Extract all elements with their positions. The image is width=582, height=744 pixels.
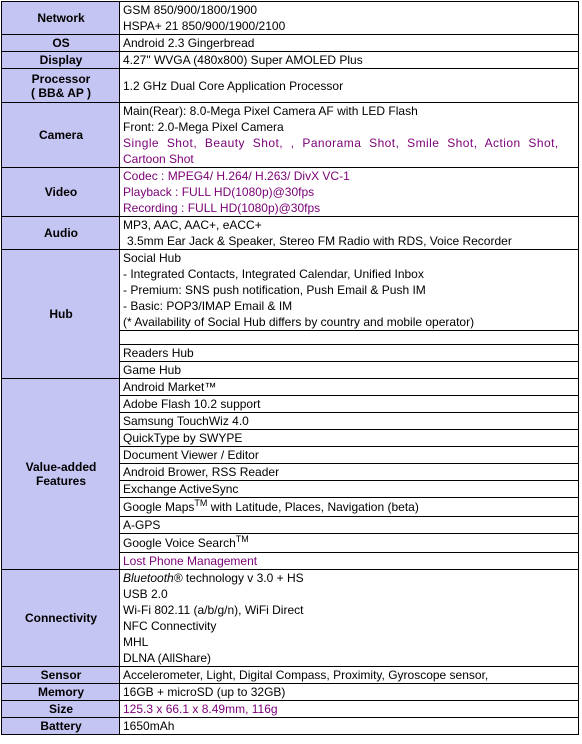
size-text: 125.3 x 66.1 x 8.49mm, 116g <box>123 702 278 716</box>
hub-social-note: (* Availability of Social Hub differs by country and mobile operator) <box>123 315 475 329</box>
hub-social-premium: - Premium: SNS push notification, Push Email & Push IM <box>123 283 426 297</box>
vaf-agps: A-GPS <box>123 518 161 532</box>
conn-nfc: NFC Connectivity <box>123 619 217 633</box>
value-hub-social <box>120 250 579 331</box>
sensor-text: Accelerometer, Light, Digital Compass, Proximity, Gyroscope sensor, <box>123 668 489 682</box>
network-gsm: GSM 850/900/1800/1900 <box>123 3 258 17</box>
network-hspa: HSPA+ 21 850/900/1900/2100 <box>123 19 286 33</box>
camera-modes: Single Shot, Beauty Shot, , Panorama Shot, Smile Shot, Action Shot, <box>123 136 559 150</box>
conn-bluetooth-brand: Bluetooth® <box>123 571 183 585</box>
value-memory <box>120 684 579 701</box>
conn-usb: USB 2.0 <box>123 587 168 601</box>
row-network <box>2 2 579 35</box>
vaf-exchange: Exchange ActiveSync <box>123 482 239 496</box>
value-audio <box>120 217 579 250</box>
vaf-maps-tm: TM <box>194 498 208 508</box>
vaf-maps <box>123 498 576 516</box>
value-hub-game <box>120 362 579 379</box>
os-text: Android 2.3 Gingerbread <box>123 36 255 50</box>
value-sensor <box>120 667 579 684</box>
vaf-voice-tm: TM <box>235 534 249 544</box>
conn-dlna: DLNA (AllShare) <box>123 651 212 665</box>
value-hub-readers <box>120 345 579 362</box>
row-size <box>2 701 579 718</box>
label-video: Video <box>2 168 120 217</box>
vaf-touchwiz: Samsung TouchWiz 4.0 <box>123 414 249 428</box>
vaf-market <box>123 379 576 395</box>
hub-readers: Readers Hub <box>123 346 194 360</box>
vaf-maps-name: Google Maps <box>123 500 195 514</box>
conn-bluetooth-version: technology v 3.0 + HS <box>182 571 304 585</box>
label-display: Display <box>2 52 120 69</box>
value-vaf-agps <box>120 517 579 534</box>
processor-text: 1.2 GHz Dual Core Application Processor <box>123 78 344 93</box>
label-memory: Memory <box>2 684 120 701</box>
display-text: 4.27" WVGA (480x800) Super AMOLED Plus <box>123 53 363 67</box>
hub-social-title: Social Hub <box>123 251 182 265</box>
value-network <box>120 2 579 35</box>
row-camera <box>2 103 579 168</box>
hub-social-basic: - Basic: POP3/IMAP Email & IM <box>123 299 293 313</box>
audio-formats: MP3, AAC, AAC+, eACC+ <box>123 218 262 232</box>
label-processor-line1: Processor <box>31 71 91 86</box>
vaf-docviewer: Document Viewer / Editor <box>123 448 259 462</box>
row-hub-social <box>2 250 579 331</box>
value-vaf-exchange <box>120 481 579 498</box>
value-video <box>120 168 579 217</box>
label-network: Network <box>2 2 120 35</box>
row-sensor <box>2 667 579 684</box>
value-vaf-flash <box>120 396 579 413</box>
label-connectivity: Connectivity <box>2 570 120 667</box>
video-recording: Recording : FULL HD(1080p)@30fps <box>123 201 321 215</box>
value-vaf-lost <box>120 553 579 570</box>
row-audio <box>2 217 579 250</box>
value-battery <box>120 718 579 735</box>
label-processor-line2: ( BB& AP ) <box>31 85 91 100</box>
value-vaf-quicktype <box>120 430 579 447</box>
vaf-quicktype: QuickType by SWYPE <box>123 431 243 445</box>
camera-main: Main(Rear): 8.0-Mega Pixel Camera AF with LED Flash <box>123 104 418 118</box>
value-vaf-browser <box>120 464 579 481</box>
vaf-market-text: Android Market <box>123 380 205 394</box>
label-camera: Camera <box>2 103 120 168</box>
row-battery <box>2 718 579 735</box>
value-vaf-touchwiz <box>120 413 579 430</box>
label-size: Size <box>2 701 120 718</box>
value-size <box>120 701 579 718</box>
label-os: OS <box>2 35 120 52</box>
spec-table <box>1 1 579 735</box>
value-vaf-voice <box>120 534 579 553</box>
label-hub: Hub <box>2 250 120 379</box>
row-os <box>2 35 579 52</box>
hub-social-integrated: - Integrated Contacts, Integrated Calendar, Unified Inbox <box>123 267 424 281</box>
value-vaf-maps <box>120 498 579 517</box>
audio-features: 3.5mm Ear Jack & Speaker, Stereo FM Radio with RDS, Voice Recorder <box>127 234 512 248</box>
conn-mhl: MHL <box>123 635 149 649</box>
vaf-lost: Lost Phone Management <box>123 554 258 568</box>
vaf-voice <box>123 534 576 552</box>
row-memory <box>2 684 579 701</box>
video-codec: Codec : MPEG4/ H.264/ H.263/ DivX VC-1 <box>123 169 350 183</box>
vaf-voice-name: Google Voice Search <box>123 536 236 550</box>
memory-text: 16GB + microSD (up to 32GB) <box>123 685 286 699</box>
vaf-browser: Android Brower, RSS Reader <box>123 465 280 479</box>
label-value-added-line2: Features <box>35 474 87 488</box>
value-os <box>120 35 579 52</box>
label-sensor: Sensor <box>2 667 120 684</box>
row-video <box>2 168 579 217</box>
value-display <box>120 52 579 69</box>
label-value-added-line1: Value-added <box>25 460 97 474</box>
value-vaf-docviewer <box>120 447 579 464</box>
row-processor <box>2 69 579 103</box>
hub-empty-cell <box>120 331 579 345</box>
camera-modes-2: Cartoon Shot <box>123 152 194 166</box>
vaf-flash: Adobe Flash 10.2 support <box>123 397 261 411</box>
video-playback: Playback : FULL HD(1080p)@30fps <box>123 185 315 199</box>
conn-wifi: Wi-Fi 802.11 (a/b/g/n), WiFi Direct <box>123 603 304 617</box>
value-processor <box>120 69 579 103</box>
value-connectivity <box>120 570 579 667</box>
value-camera <box>120 103 579 168</box>
vaf-maps-details: with Latitude, Places, Navigation (beta) <box>207 500 419 514</box>
camera-front: Front: 2.0-Mega Pixel Camera <box>123 120 284 134</box>
vaf-market-tm: ™ <box>204 380 217 394</box>
label-audio: Audio <box>2 217 120 250</box>
hub-game: Game Hub <box>123 363 182 377</box>
battery-text: 1650mAh <box>123 719 175 733</box>
label-processor <box>2 69 120 103</box>
value-vaf-market <box>120 379 579 396</box>
label-battery: Battery <box>2 718 120 735</box>
row-vaf-market <box>2 379 579 396</box>
row-connectivity <box>2 570 579 667</box>
conn-bluetooth <box>123 570 576 586</box>
row-display <box>2 52 579 69</box>
label-value-added <box>2 379 120 570</box>
